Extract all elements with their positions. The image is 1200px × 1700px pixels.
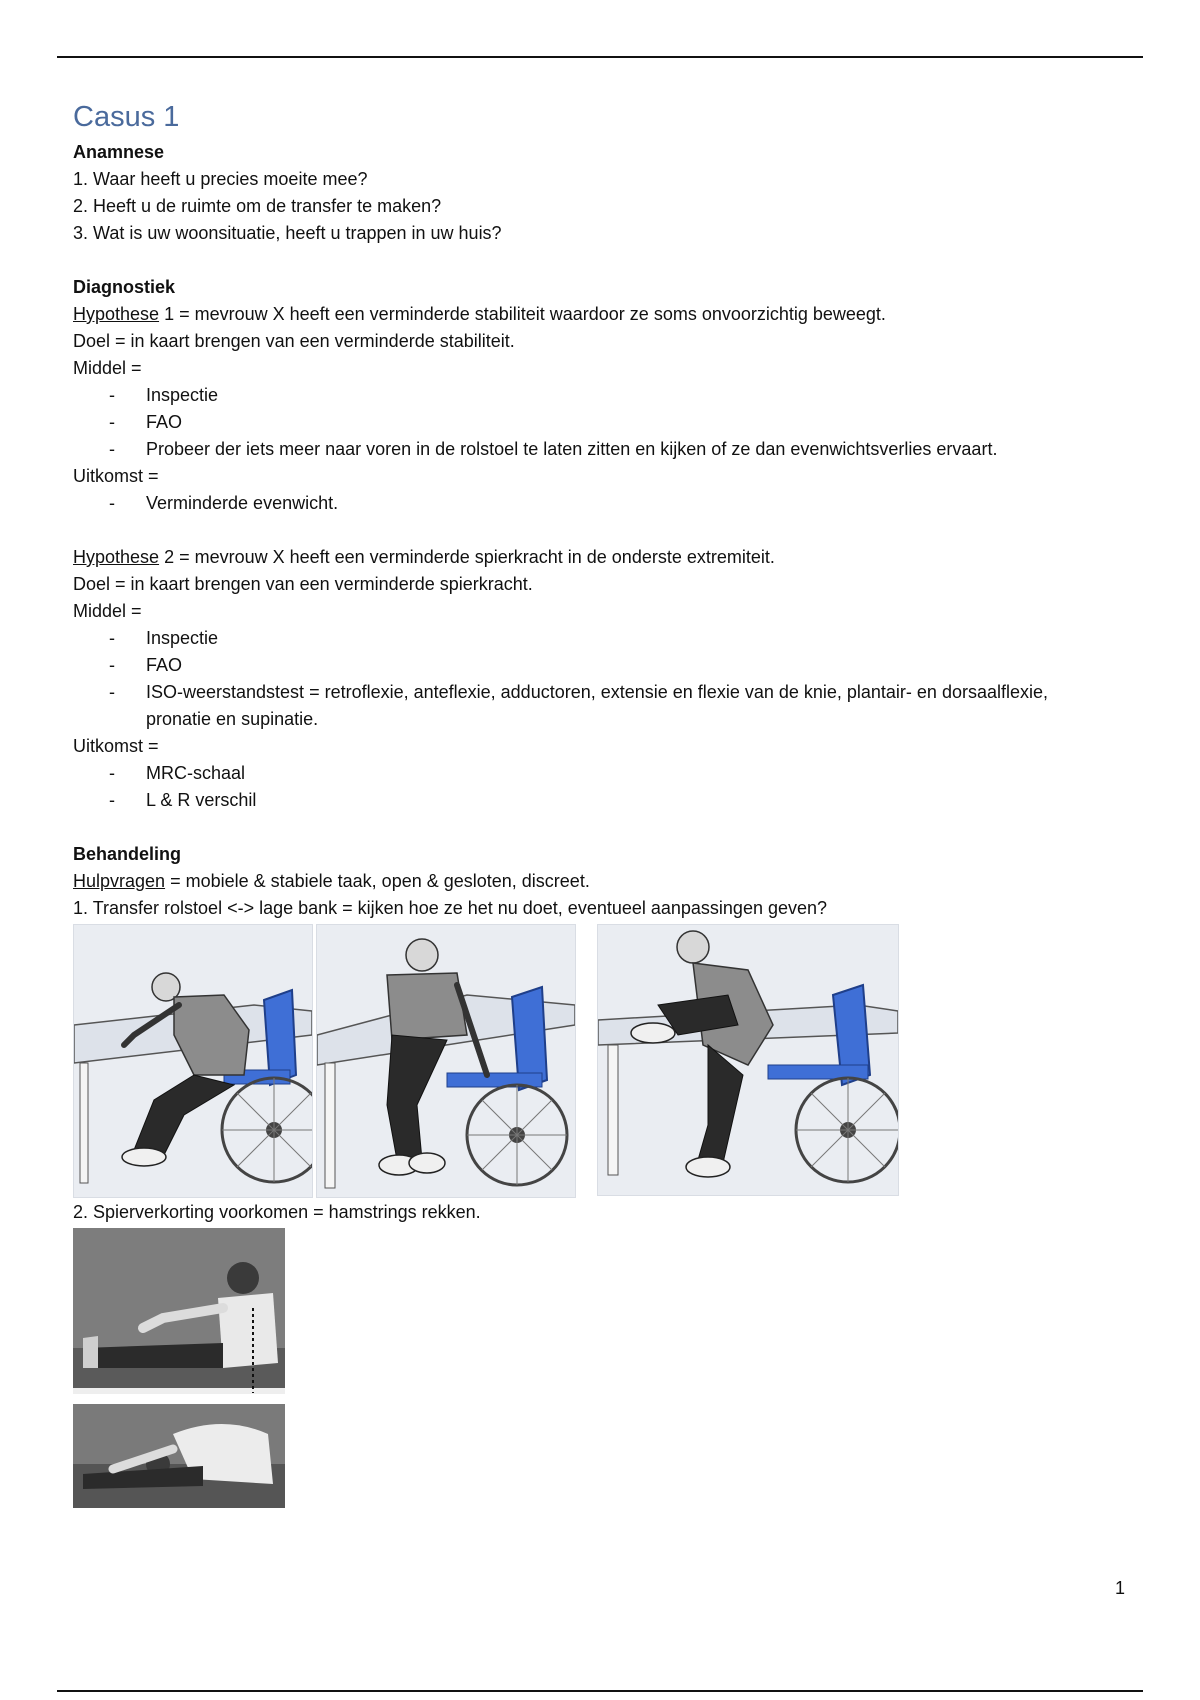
doel-line: Doel = in kaart brengen van een verminderde spierkracht. — [73, 574, 533, 594]
list-item: - FAO — [109, 655, 183, 675]
treatment-step-1: 1. Transfer rolstoel <-> lage bank = kijken hoe ze het nu doet, eventueel aanpassingen geven? — [73, 898, 828, 918]
list-item: - L & R verschil — [109, 790, 257, 810]
anamnese-question: 2. Heeft u de ruimte om de transfer te maken? — [73, 196, 442, 216]
list-item: - MRC-schaal — [109, 763, 246, 783]
hypothesis-statement: 2 = mevrouw X heeft een verminderde spierkracht in de onderste extremiteit. — [159, 547, 775, 567]
anamnese-question: 1. Waar heeft u precies moeite mee? — [73, 169, 368, 189]
uitkomst-label: Uitkomst = — [73, 466, 159, 486]
treatment-step-2: 2. Spierverkorting voorkomen = hamstrings rekken. — [73, 1202, 481, 1222]
diagnostiek-heading: Diagnostiek — [73, 277, 176, 297]
middel-label: Middel = — [73, 601, 142, 621]
hypothesis-1 — [73, 301, 1143, 328]
list-item: - Inspectie — [109, 628, 219, 648]
page-title: Casus 1 — [73, 101, 180, 133]
stretch-photo-2 — [73, 1404, 285, 1508]
middel-label: Middel = — [73, 358, 142, 378]
list-item: - Probeer der iets meer naar voren in de rolstoel te laten zitten en kijken of ze dan evenwichtsverlies ervaart. — [109, 439, 998, 459]
hulpvragen-line — [73, 868, 1143, 895]
middel-list — [73, 382, 1143, 463]
transfer-figures — [73, 924, 1143, 1199]
transfer-illustration-1 — [73, 924, 313, 1198]
transfer-illustration-2 — [316, 924, 576, 1198]
list-item: - Verminderde evenwicht. — [109, 493, 339, 513]
header-rule — [57, 56, 1143, 58]
hamstring-stretch-figure — [73, 1228, 285, 1510]
uitkomst-list — [73, 490, 1143, 517]
list-item: - Inspectie — [109, 385, 219, 405]
middel-list — [73, 625, 1143, 733]
anamnese-heading: Anamnese — [73, 142, 165, 162]
hulpvragen-label: Hulpvragen — [73, 871, 166, 891]
hulpvragen-text: = mobiele & stabiele taak, open & gesloten, discreet. — [165, 871, 590, 891]
list-item: - ISO-weerstandstest = retroflexie, anteflexie, adductoren, extensie en flexie van de knie, plantair- en dorsaalflexie, pronatie en supinatie. — [109, 682, 1049, 729]
stretch-photo-1 — [73, 1228, 285, 1394]
hypothesis-statement: 1 = mevrouw X heeft een verminderde stabiliteit waardoor ze soms onvoorzichtig beweegt. — [159, 304, 886, 324]
uitkomst-list — [73, 760, 1143, 814]
page-number: 1 — [1114, 1578, 1125, 1598]
footer-rule — [57, 1690, 1143, 1692]
hypothesis-2 — [73, 544, 1143, 571]
hypothesis-label: Hypothese — [73, 547, 160, 567]
transfer-illustration-3 — [597, 924, 899, 1196]
document-body — [73, 98, 1143, 1510]
doel-line: Doel = in kaart brengen van een verminderde stabiliteit. — [73, 331, 515, 351]
uitkomst-label: Uitkomst = — [73, 736, 159, 756]
behandeling-heading: Behandeling — [73, 844, 182, 864]
list-item: - FAO — [109, 412, 183, 432]
hypothesis-label: Hypothese — [73, 304, 160, 324]
anamnese-question: 3. Wat is uw woonsituatie, heeft u trappen in uw huis? — [73, 223, 502, 243]
